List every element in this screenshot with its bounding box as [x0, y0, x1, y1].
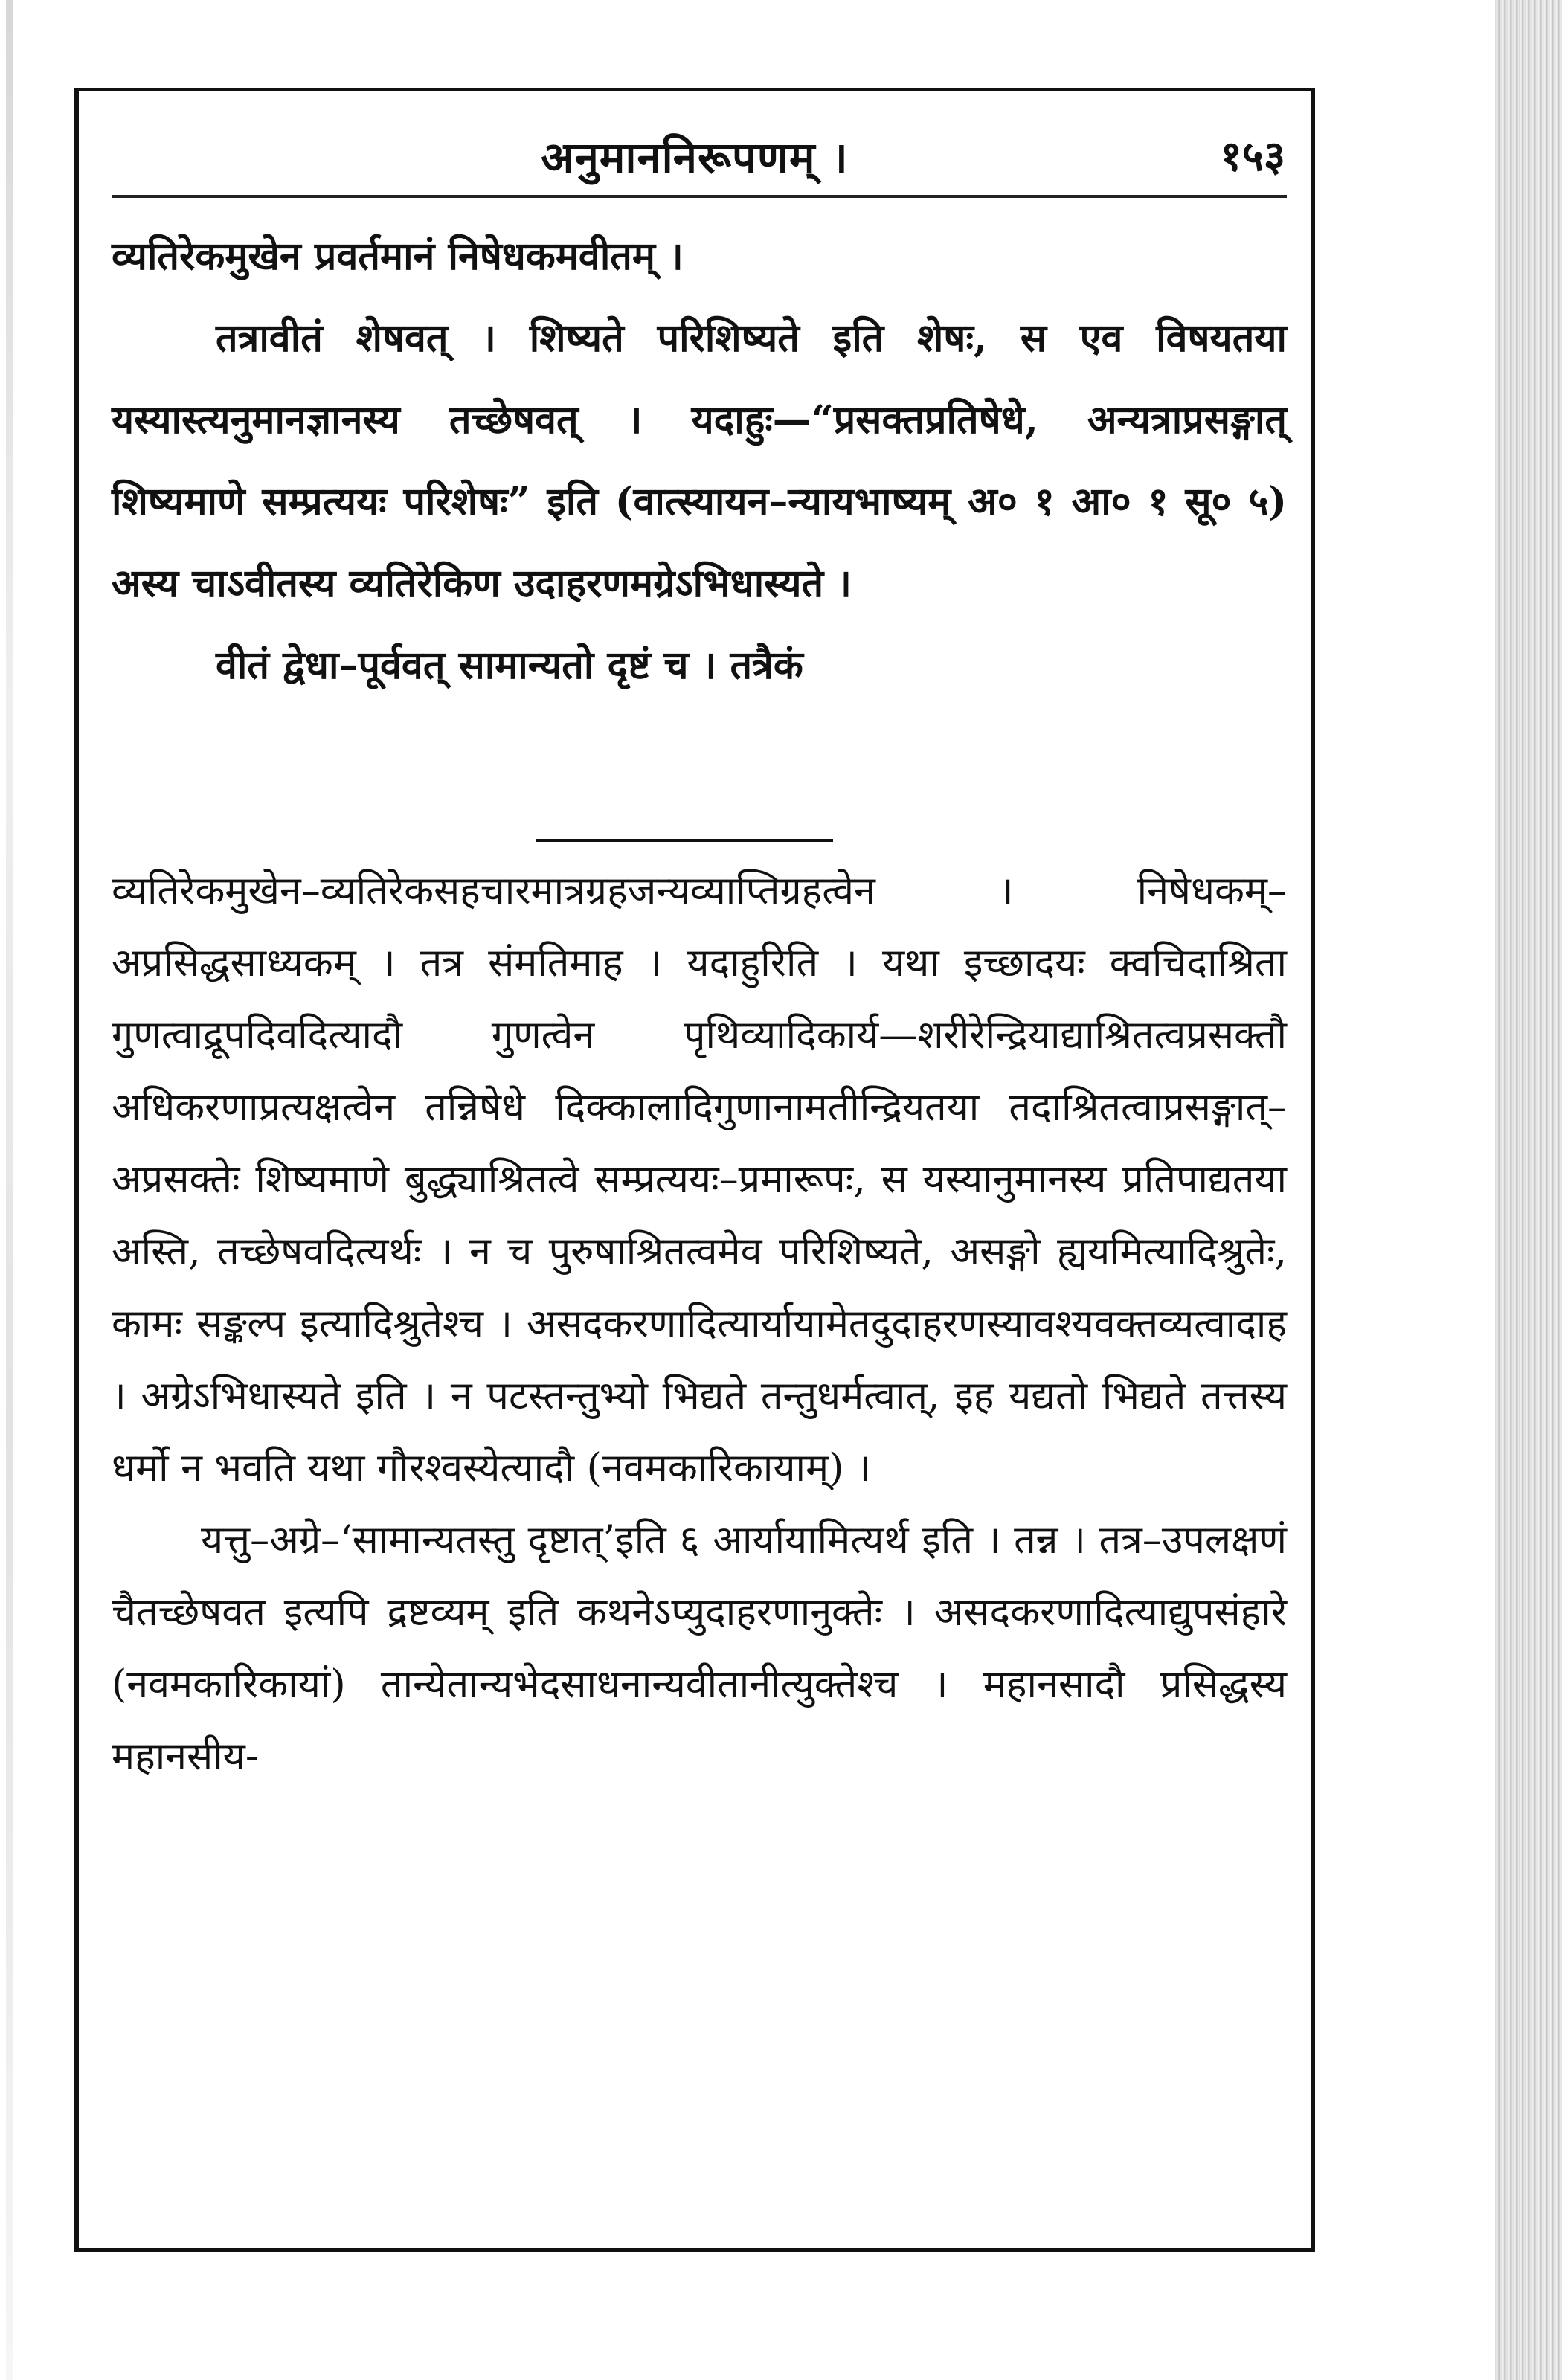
main-text-paragraph: वीतं द्वेधा–पूर्ववत् सामान्यतो दृष्टं च । तत्रैकं: [216, 643, 803, 688]
scan-right-edge-shadow: [1495, 0, 1562, 2380]
running-title: अनुमाननिरूपणम् ।: [541, 132, 849, 183]
commentary-text: [112, 855, 1287, 1793]
commentary-paragraph: यत्तु–अग्रे–‘सामान्यतस्तु दृष्टात्’इति ६ आर्यायामित्यर्थ इति । तन्न । तत्र–उपलक्षणं चैतच्छेषवत इत्यपि द्रष्टव्यम् इति कथनेऽप्युदाहरणानुक्तेः । असदकरणादित्याद्युपसंहारे (नवमकारिकायां) तान्येतान्यभेदसाधनान्यवीतानीत्युक्तेश्च । महानसादौ प्रसिद्धस्य महानसीय-: [112, 1518, 1287, 1779]
commentary-paragraph: व्यतिरेकमुखेन–व्यतिरेकसहचारमात्रग्रहजन्यव्याप्तिग्रहत्वेन । निषेधकम्–अप्रसिद्धसाध्यकम् । तत्र संमतिमाह । यदाहुरिति । यथा इच्छादयः क्वचिदाश्रिता गुणत्वाद्रूपदिवदित्यादौ गुणत्वेन पृथिव्यादिकार्य—शरीरेन्द्रियाद्याश्रितत्वप्रसक्तौ अधिकरणाप्रत्यक्षत्वेन तन्निषेधे दिक्कालादिगुणानामतीन्द्रियतया तदाश्रितत्वाप्रसङ्गात्–अप्रसक्तेः शिष्यमाणे बुद्ध्याश्रितत्वे सम्प्रत्ययः–प्रमारूपः, स यस्यानुमानस्य प्रतिपाद्यतया अस्ति, तच्छेषवदित्यर्थः । न च पुरुषाश्रितत्वमेव परिशिष्यते, असङ्गो ह्ययमित्यादिश्रुतेः, कामः सङ्कल्प इत्यादिश्रुतेश्च । असदकरणादित्यार्यायामेतदुदाहरणस्यावश्यवक्तव्यत्वादाह । अग्रेऽभिधास्यते इति । न पटस्तन्तुभ्यो भिद्यते तन्तुधर्मत्वात्, इह यद्यतो भिद्यते तत्तस्य धर्मो न भवति यथा गौरश्वस्येत्यादौ (नवमकारिकायाम्) ।: [112, 869, 1287, 1490]
page-number: १५३: [1220, 132, 1285, 181]
main-text: [112, 216, 1287, 707]
header-rule: [112, 195, 1287, 198]
running-header: [74, 112, 1315, 193]
main-text-paragraph: तत्रावीतं शेषवत् । शिष्यते परिशिष्यते इति शेषः, स एव विषयतया यस्यास्त्यनुमानज्ञानस्य तच्छेषवत् । यदाहुः—“प्रसक्तप्रतिषेधे, अन्यत्राप्रसङ्गात् शिष्यमाणे सम्प्रत्ययः परिशेषः” इति (वात्स्यायन–न्यायभाष्यम् अ० १ आ० १ सू० ५) अस्य चाऽवीतस्य व्यतिरेकिण उदाहरणमग्रेऽभिधास्यते ।: [112, 315, 1287, 606]
scan-left-margin-shadow: [6, 0, 13, 2380]
main-text-paragraph: व्यतिरेकमुखेन प्रवर्तमानं निषेधकमवीतम् ।: [112, 234, 684, 279]
footnote-separator-rule: [536, 839, 833, 842]
